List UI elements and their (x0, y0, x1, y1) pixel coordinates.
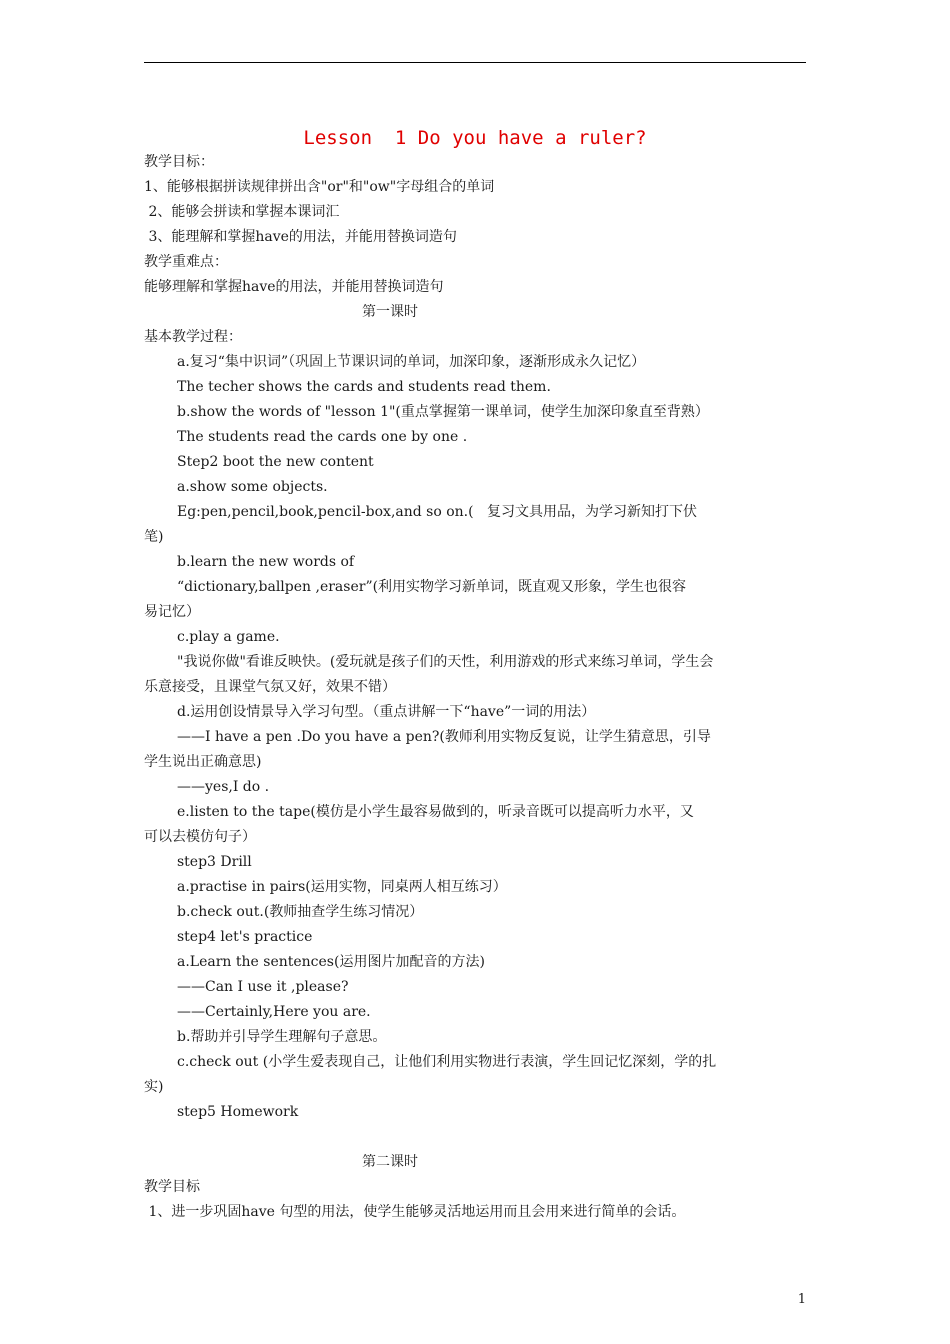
text-line: 教学目标： (144, 154, 214, 170)
text-line: b.帮助并引导学生理解句子意思。 (177, 1029, 387, 1045)
text-line: a.show some objects. (177, 479, 328, 495)
text-line: 1、进一步巩固have 句型的用法，使学生能够灵活地运用而且会用来进行简单的会话。 (144, 1204, 686, 1220)
text-line: ——I have a pen .Do you have a pen?(教师利用实物反复说，让学生猜意思，引导 (177, 729, 711, 745)
text-line: c.play a game. (177, 629, 280, 645)
text-line: e.listen to the tape(模仿是小学生最容易做到的，听录音既可以提高听力水平，又 (177, 804, 694, 820)
text-line: 1、能够根据拼读规律拼出含"or"和"ow"字母组合的单词 (144, 179, 495, 195)
text-line: a.复习“集中识词”（巩固上节课识词的单词，加深印象，逐渐形成永久记忆） (177, 354, 646, 370)
text-line: 乐意接受，且课堂气氛又好，效果不错） (144, 679, 396, 695)
text-line: 能够理解和掌握have的用法，并能用替换词造句 (144, 279, 444, 295)
text-line: ——yes,I do . (177, 779, 270, 795)
text-line: d.运用创设情景导入学习句型。（重点讲解一下“have”一词的用法） (177, 704, 596, 720)
lesson-title: Lesson 1 Do you have a ruler? (303, 127, 647, 149)
blank-line (144, 1125, 806, 1150)
text-line: 2、能够会拼读和掌握本课词汇 (144, 204, 340, 220)
header-rule (144, 62, 806, 63)
text-line: Step2 boot the new content (177, 454, 374, 470)
text-line: 学生说出正确意思) (144, 754, 262, 770)
text-line: c.check out (小学生爱表现自己，让他们利用实物进行表演，学生回记忆深刻，学的扎 (177, 1054, 717, 1070)
text-line: 教学重难点： (144, 254, 228, 270)
text-line: step4 let's practice (177, 929, 313, 945)
text-line: step3 Drill (177, 854, 252, 870)
text-line: ——Can I use it ,please? (177, 979, 349, 995)
section-heading: 第一课时 (362, 304, 418, 320)
text-line: a.practise in pairs(运用实物，同桌两人相互练习） (177, 879, 507, 895)
text-line: 笔) (144, 529, 164, 545)
text-line: 可以去模仿句子） (144, 829, 256, 845)
text-line: 3、能理解和掌握have的用法，并能用替换词造句 (144, 229, 457, 245)
text-line: 易记忆） (144, 604, 200, 620)
text-line: The students read the cards one by one . (177, 429, 468, 445)
document-body (144, 150, 806, 1225)
text-line: b.learn the new words of (177, 554, 355, 570)
text-line: Eg:pen,pencil,book,pencil-box,and so on.( 复习文具用品，为学习新知打下伏 (177, 504, 697, 520)
text-line: The techer shows the cards and students read them. (177, 379, 551, 395)
text-line: “dictionary,ballpen ,eraser”(利用实物学习新单词，既直观又形象，学生也很容 (177, 579, 687, 595)
text-line: ——Certainly,Here you are. (177, 1004, 371, 1020)
text-line: step5 Homework (177, 1104, 299, 1120)
section-heading: 第二课时 (362, 1154, 418, 1170)
text-line: a.Learn the sentences(运用图片加配音的方法) (177, 954, 485, 970)
text-line: b.check out.(教师抽查学生练习情况） (177, 904, 424, 920)
text-line: 基本教学过程： (144, 329, 242, 345)
text-line: "我说你做"看谁反映快。(爱玩就是孩子们的天性，利用游戏的形式来练习单词，学生会 (177, 654, 714, 670)
page-number: 1 (797, 1292, 806, 1307)
text-line: 实) (144, 1079, 164, 1095)
text-line: 教学目标 (144, 1179, 200, 1195)
text-line: b.show the words of "lesson 1"(重点掌握第一课单词，使学生加深印象直至背熟） (177, 404, 709, 420)
